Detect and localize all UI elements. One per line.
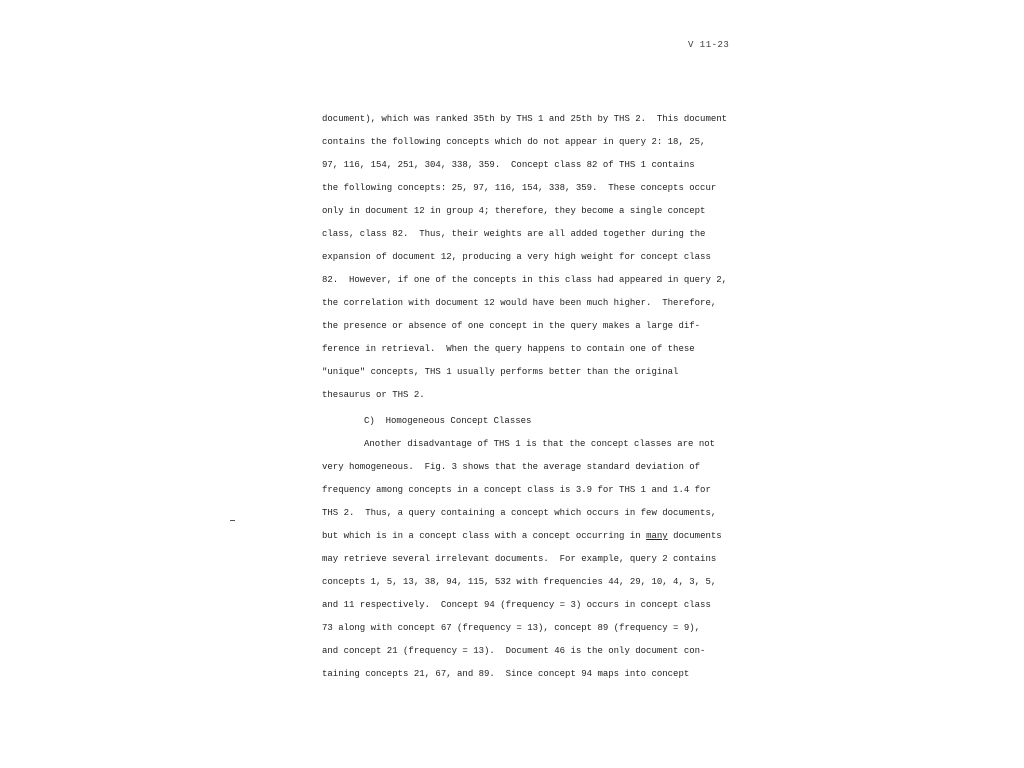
text-line: concepts 1, 5, 13, 38, 94, 115, 532 with frequencies 44, 29, 10, 4, 3, 5, bbox=[322, 577, 717, 587]
text-line: the presence or absence of one concept in the query makes a large dif- bbox=[322, 321, 701, 331]
text-line: frequency among concepts in a concept class is 3.9 for THS 1 and 1.4 for bbox=[322, 485, 711, 495]
paragraph-1 bbox=[322, 108, 742, 407]
text-line: and concept 21 (frequency = 13). Document 46 is the only document con- bbox=[322, 646, 706, 656]
body-text bbox=[322, 108, 742, 686]
section-heading: C) Homogeneous Concept Classes bbox=[364, 416, 532, 426]
page-number: V 11-23 bbox=[688, 40, 730, 50]
text-line: class, class 82. Thus, their weights are all added together during the bbox=[322, 229, 706, 239]
text-line: the correlation with document 12 would have been much higher. Therefore, bbox=[322, 298, 717, 308]
text-line: 73 along with concept 67 (frequency = 13), concept 89 (frequency = 9), bbox=[322, 623, 701, 633]
text-line: contains the following concepts which do not appear in query 2: 18, 25, bbox=[322, 137, 706, 147]
text-line: ference in retrieval. When the query happens to contain one of these bbox=[322, 344, 695, 354]
text-line: 82. However, if one of the concepts in this class had appeared in query 2, bbox=[322, 275, 728, 285]
text-line: only in document 12 in group 4; therefore, they become a single concept bbox=[322, 206, 706, 216]
text-line: 97, 116, 154, 251, 304, 338, 359. Concept class 82 of THS 1 contains bbox=[322, 160, 695, 170]
text-fragment: but which is in a concept class with a concept occurring in bbox=[322, 531, 647, 541]
text-line: the following concepts: 25, 97, 116, 154, 338, 359. These concepts occur bbox=[322, 183, 717, 193]
text-line: Another disadvantage of THS 1 is that the concept classes are not bbox=[364, 439, 716, 449]
emphasized-word: many bbox=[646, 531, 668, 541]
text-line bbox=[322, 525, 742, 548]
text-line: very homogeneous. Fig. 3 shows that the average standard deviation of bbox=[322, 462, 701, 472]
text-line: taining concepts 21, 67, and 89. Since concept 94 maps into concept bbox=[322, 669, 690, 679]
text-line: and 11 respectively. Concept 94 (frequency = 3) occurs in concept class bbox=[322, 600, 711, 610]
text-line: "unique" concepts, THS 1 usually performs better than the original bbox=[322, 367, 679, 377]
text-line: THS 2. Thus, a query containing a concept which occurs in few documents, bbox=[322, 508, 717, 518]
text-line: expansion of document 12, producing a very high weight for concept class bbox=[322, 252, 711, 262]
paragraph-2 bbox=[322, 433, 742, 686]
text-line: may retrieve several irrelevant documents. For example, query 2 contains bbox=[322, 554, 717, 564]
text-line: document), which was ranked 35th by THS 1 and 25th by THS 2. This document bbox=[322, 114, 728, 124]
text-fragment: documents bbox=[667, 531, 722, 541]
margin-mark bbox=[230, 520, 235, 521]
text-line: thesaurus or THS 2. bbox=[322, 390, 425, 400]
